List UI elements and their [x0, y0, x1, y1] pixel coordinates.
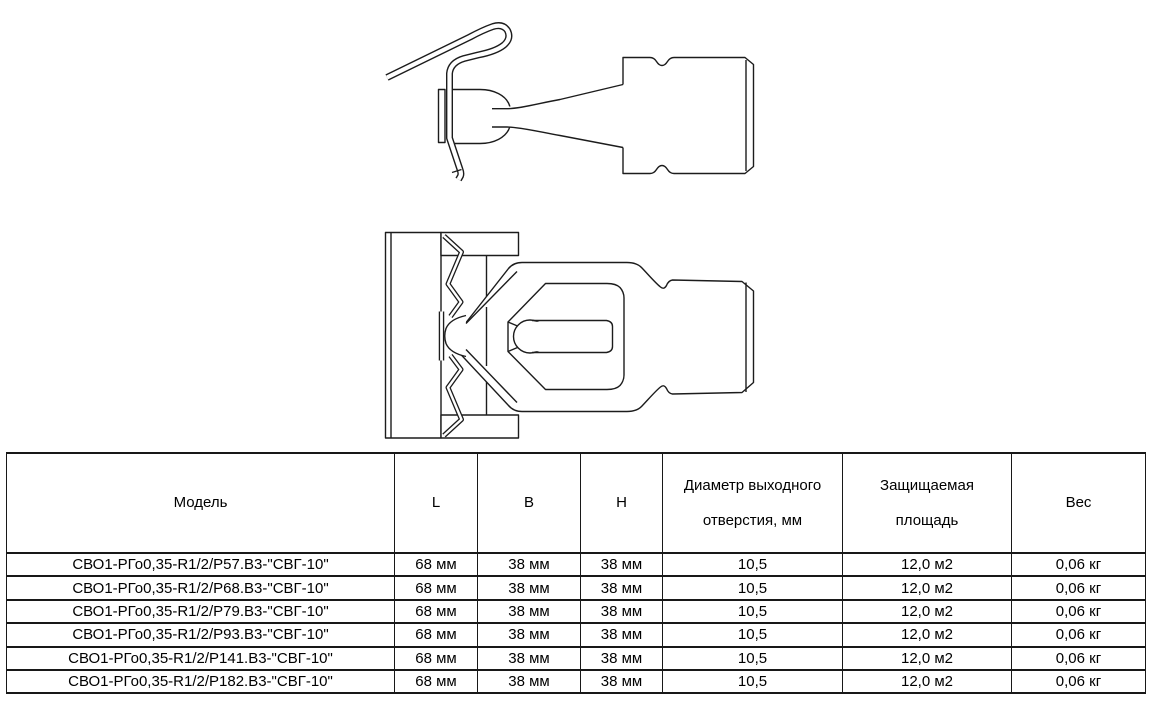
table-row [7, 623, 1146, 646]
value-cell: 10,5 [663, 647, 843, 670]
value-cell: 38 мм [478, 670, 581, 693]
value-cell: 38 мм [581, 647, 663, 670]
col-header-l: L [395, 453, 478, 553]
value-cell: 68 мм [395, 576, 478, 599]
pin-seat-fill [445, 316, 466, 357]
value-cell: 0,06 кг [1012, 553, 1146, 576]
fitting-outline [623, 58, 754, 174]
value-cell: 38 мм [478, 576, 581, 599]
value-cell: 10,5 [663, 576, 843, 599]
cap-plate [439, 90, 446, 143]
nozzle-cone-top-line [492, 85, 623, 109]
value-cell: 0,06 кг [1012, 623, 1146, 646]
col-header-outlet-diameter: Диаметр выходного отверстия, мм [663, 453, 843, 553]
value-cell: 12,0 м2 [843, 623, 1012, 646]
value-cell: 0,06 кг [1012, 576, 1146, 599]
value-cell: 12,0 м2 [843, 600, 1012, 623]
value-cell: 0,06 кг [1012, 647, 1146, 670]
value-cell: 0,06 кг [1012, 600, 1146, 623]
value-cell: 0,06 кг [1012, 670, 1146, 693]
col-header-weight: Вес [1012, 453, 1146, 553]
table-row [7, 670, 1146, 693]
value-cell: 38 мм [478, 623, 581, 646]
value-cell: 12,0 м2 [843, 553, 1012, 576]
table-row [7, 553, 1146, 576]
value-cell: 38 мм [581, 670, 663, 693]
col-header-model: Модель [7, 453, 395, 553]
deflector-plate [386, 233, 442, 439]
model-cell: СВО1-РГо0,35-R1/2/Р93.В3-"СВГ-10" [7, 623, 395, 646]
value-cell: 68 мм [395, 553, 478, 576]
col-header-protected-area: Защищаемая площадь [843, 453, 1012, 553]
value-cell: 38 мм [581, 623, 663, 646]
model-cell: СВО1-РГо0,35-R1/2/Р68.В3-"СВГ-10" [7, 576, 395, 599]
value-cell: 68 мм [395, 623, 478, 646]
value-cell: 12,0 м2 [843, 670, 1012, 693]
table-row [7, 576, 1146, 599]
model-cell: СВО1-РГо0,35-R1/2/Р57.В3-"СВГ-10" [7, 553, 395, 576]
col-header-h: H [581, 453, 663, 553]
header-row [7, 453, 1146, 553]
value-cell: 10,5 [663, 623, 843, 646]
value-cell: 68 мм [395, 670, 478, 693]
model-cell: СВО1-РГо0,35-R1/2/Р141.В3-"СВГ-10" [7, 647, 395, 670]
value-cell: 38 мм [478, 647, 581, 670]
table-row [7, 600, 1146, 623]
value-cell: 10,5 [663, 600, 843, 623]
value-cell: 10,5 [663, 553, 843, 576]
front-view-drawing [386, 233, 754, 439]
value-cell: 38 мм [581, 576, 663, 599]
value-cell: 68 мм [395, 600, 478, 623]
value-cell: 10,5 [663, 670, 843, 693]
spec-table [6, 452, 1146, 694]
value-cell: 38 мм [478, 600, 581, 623]
col-header-b: B [478, 453, 581, 553]
spec-table-body [7, 553, 1146, 693]
nozzle-cone-bottom-line [492, 127, 623, 148]
model-cell: СВО1-РГо0,35-R1/2/Р79.В3-"СВГ-10" [7, 600, 395, 623]
value-cell: 38 мм [581, 600, 663, 623]
table-row [7, 647, 1146, 670]
value-cell: 12,0 м2 [843, 576, 1012, 599]
neck-opening [502, 107, 514, 128]
value-cell: 12,0 м2 [843, 647, 1012, 670]
value-cell: 68 мм [395, 647, 478, 670]
slot-fill [531, 322, 612, 351]
side-view-drawing [387, 26, 754, 180]
value-cell: 38 мм [581, 553, 663, 576]
value-cell: 38 мм [478, 553, 581, 576]
model-cell: СВО1-РГо0,35-R1/2/Р182.В3-"СВГ-10" [7, 670, 395, 693]
